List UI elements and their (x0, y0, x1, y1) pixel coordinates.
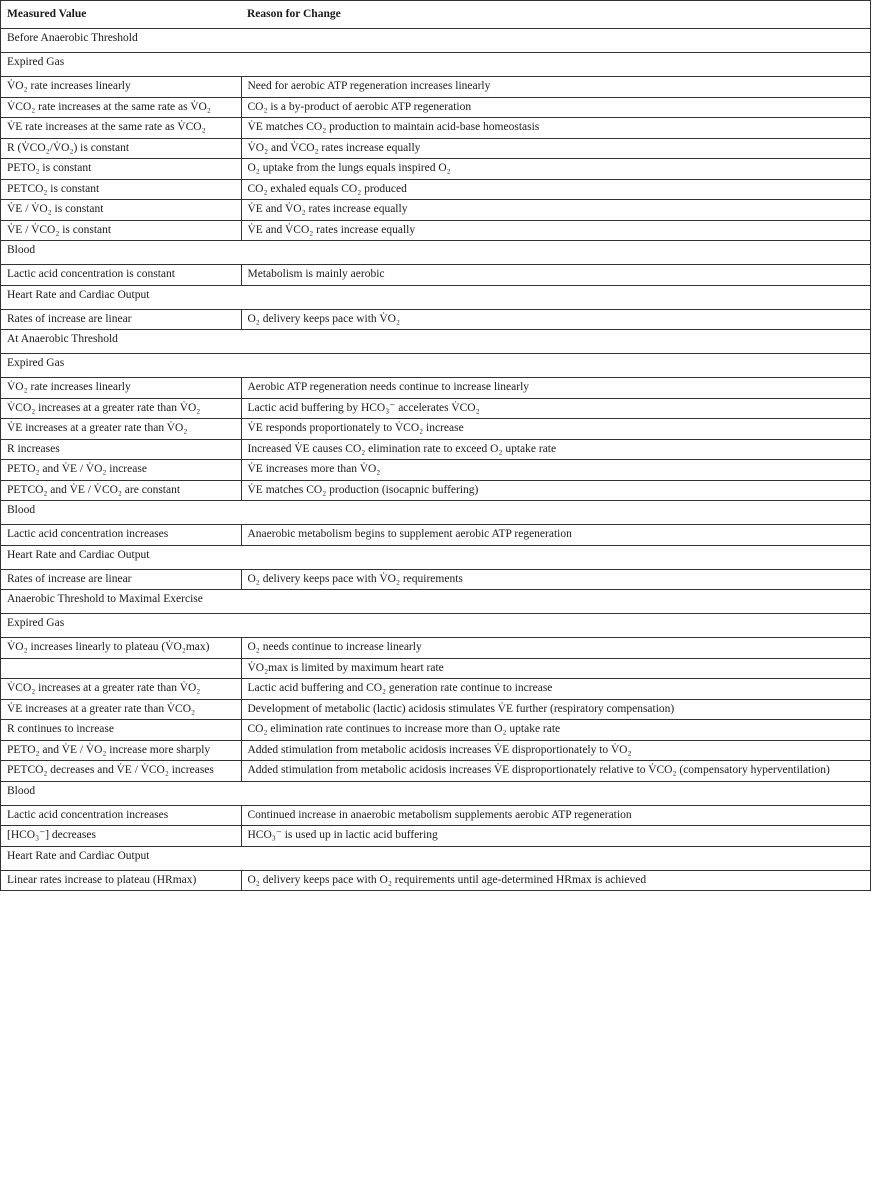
group-header-row (1, 614, 871, 638)
reason-cell: O₂ uptake from the lungs equals inspired O₂ (241, 159, 871, 180)
reason-cell: HCO₃⁻ is used up in lactic acid buffering (241, 826, 871, 847)
group-title: Blood (1, 781, 871, 805)
table-row (1, 97, 871, 118)
table-row (1, 220, 871, 241)
table-row (1, 138, 871, 159)
measured-value-cell (1, 658, 242, 679)
measured-value-cell: Rates of increase are linear (1, 569, 242, 590)
measured-value-cell: R (V̇CO₂/V̇O₂) is constant (1, 138, 242, 159)
table-row (1, 419, 871, 440)
measured-value-cell: PETO₂ is constant (1, 159, 242, 180)
reason-cell: V̇O₂ and V̇CO₂ rates increase equally (241, 138, 871, 159)
reason-cell: Increased V̇E causes CO₂ elimination rate to exceed O₂ uptake rate (241, 439, 871, 460)
table-row (1, 638, 871, 659)
measured-value-cell: Rates of increase are linear (1, 309, 242, 330)
table-row (1, 826, 871, 847)
measured-value-cell: V̇E / V̇CO₂ is constant (1, 220, 242, 241)
measured-value-cell: PETCO₂ is constant (1, 179, 242, 200)
table-row (1, 159, 871, 180)
table-row (1, 265, 871, 286)
reason-cell: O₂ delivery keeps pace with O₂ requirements until age-determined HRmax is achieved (241, 870, 871, 891)
reason-cell: Aerobic ATP regeneration needs continue to increase linearly (241, 378, 871, 399)
reason-cell: V̇E and V̇O₂ rates increase equally (241, 200, 871, 221)
group-title: Heart Rate and Cardiac Output (1, 846, 871, 870)
measured-value-cell: PETCO₂ decreases and V̇E / V̇CO₂ increases (1, 761, 242, 782)
table-row (1, 200, 871, 221)
group-title: Expired Gas (1, 614, 871, 638)
measured-value-cell: R continues to increase (1, 720, 242, 741)
measured-value-cell: V̇CO₂ rate increases at the same rate as V̇O₂ (1, 97, 242, 118)
table-row (1, 179, 871, 200)
measured-value-cell: R increases (1, 439, 242, 460)
table-row (1, 460, 871, 481)
reason-cell: Anaerobic metabolism begins to supplement aerobic ATP regeneration (241, 525, 871, 546)
reason-cell: Lactic acid buffering by HCO₃⁻ accelerates V̇CO₂ (241, 398, 871, 419)
reason-cell: Development of metabolic (lactic) acidosis stimulates V̇E further (respiratory compensation) (241, 699, 871, 720)
group-title: Expired Gas (1, 53, 871, 77)
reason-cell: CO₂ elimination rate continues to increase more than O₂ uptake rate (241, 720, 871, 741)
measured-value-cell: Lactic acid concentration increases (1, 525, 242, 546)
section-header-row (1, 330, 871, 354)
reason-cell: V̇E responds proportionately to V̇CO₂ increase (241, 419, 871, 440)
table-row (1, 870, 871, 891)
reason-cell: Need for aerobic ATP regeneration increases linearly (241, 77, 871, 98)
reason-cell: O₂ delivery keeps pace with V̇O₂ requirements (241, 569, 871, 590)
table-row (1, 378, 871, 399)
measured-value-cell: V̇CO₂ increases at a greater rate than V̇O₂ (1, 679, 242, 700)
measured-value-cell: Lactic acid concentration is constant (1, 265, 242, 286)
measured-value-cell: Linear rates increase to plateau (HRmax) (1, 870, 242, 891)
table-row (1, 398, 871, 419)
reason-cell: Lactic acid buffering and CO₂ generation rate continue to increase (241, 679, 871, 700)
reason-cell: V̇E and V̇CO₂ rates increase equally (241, 220, 871, 241)
group-header-row (1, 241, 871, 265)
section-title: Before Anaerobic Threshold (1, 29, 871, 53)
measured-value-cell: V̇E rate increases at the same rate as V̇CO₂ (1, 118, 242, 139)
table-row (1, 569, 871, 590)
table-row (1, 679, 871, 700)
group-header-row (1, 501, 871, 525)
measured-value-cell: PETO₂ and V̇E / V̇O₂ increase (1, 460, 242, 481)
group-header-row (1, 781, 871, 805)
table-row (1, 118, 871, 139)
group-title: Blood (1, 241, 871, 265)
table-header-row (1, 1, 871, 29)
table-body (1, 29, 871, 891)
measured-value-cell: V̇E increases at a greater rate than V̇O₂ (1, 419, 242, 440)
table-row (1, 525, 871, 546)
measured-value-cell: V̇E / V̇O₂ is constant (1, 200, 242, 221)
group-title: Heart Rate and Cardiac Output (1, 545, 871, 569)
measured-value-cell: V̇CO₂ increases at a greater rate than V̇O₂ (1, 398, 242, 419)
table-row (1, 699, 871, 720)
group-header-row (1, 354, 871, 378)
header-reason-for-change: Reason for Change (241, 1, 871, 29)
table-row (1, 761, 871, 782)
section-title: At Anaerobic Threshold (1, 330, 871, 354)
group-header-row (1, 53, 871, 77)
table-row (1, 720, 871, 741)
table-row (1, 480, 871, 501)
table-row (1, 740, 871, 761)
group-header-row (1, 545, 871, 569)
table-row (1, 658, 871, 679)
reason-cell: Added stimulation from metabolic acidosis increases V̇E disproportionately to V̇O₂ (241, 740, 871, 761)
table-row (1, 805, 871, 826)
measured-value-cell: V̇O₂ increases linearly to plateau (V̇O₂max) (1, 638, 242, 659)
reason-cell: V̇E matches CO₂ production to maintain acid-base homeostasis (241, 118, 871, 139)
reason-cell: Metabolism is mainly aerobic (241, 265, 871, 286)
section-header-row (1, 29, 871, 53)
group-title: Blood (1, 501, 871, 525)
measured-value-cell: V̇O₂ rate increases linearly (1, 378, 242, 399)
measured-value-cell: PETCO₂ and V̇E / V̇CO₂ are constant (1, 480, 242, 501)
reason-cell: O₂ delivery keeps pace with V̇O₂ (241, 309, 871, 330)
group-title: Expired Gas (1, 354, 871, 378)
section-header-row (1, 590, 871, 614)
measured-value-cell: Lactic acid concentration increases (1, 805, 242, 826)
reason-cell: CO₂ exhaled equals CO₂ produced (241, 179, 871, 200)
table-row (1, 309, 871, 330)
table-row (1, 77, 871, 98)
header-measured-value: Measured Value (1, 1, 242, 29)
measured-value-cell: PETO₂ and V̇E / V̇O₂ increase more sharply (1, 740, 242, 761)
reason-cell: Continued increase in anaerobic metabolism supplements aerobic ATP regeneration (241, 805, 871, 826)
measured-value-cell: V̇E increases at a greater rate than V̇CO₂ (1, 699, 242, 720)
reason-cell: Added stimulation from metabolic acidosis increases V̇E disproportionately relative to V̇CO₂ (compensatory hyperventilation) (241, 761, 871, 782)
reason-cell: V̇E matches CO₂ production (isocapnic buffering) (241, 480, 871, 501)
measured-value-cell: V̇O₂ rate increases linearly (1, 77, 242, 98)
group-header-row (1, 846, 871, 870)
group-header-row (1, 285, 871, 309)
section-title: Anaerobic Threshold to Maximal Exercise (1, 590, 871, 614)
measured-value-cell: [HCO₃⁻] decreases (1, 826, 242, 847)
table-row (1, 439, 871, 460)
reason-cell: O₂ needs continue to increase linearly (241, 638, 871, 659)
reason-cell: CO₂ is a by-product of aerobic ATP regeneration (241, 97, 871, 118)
group-title: Heart Rate and Cardiac Output (1, 285, 871, 309)
reason-cell: V̇E increases more than V̇O₂ (241, 460, 871, 481)
reason-cell: V̇O₂max is limited by maximum heart rate (241, 658, 871, 679)
